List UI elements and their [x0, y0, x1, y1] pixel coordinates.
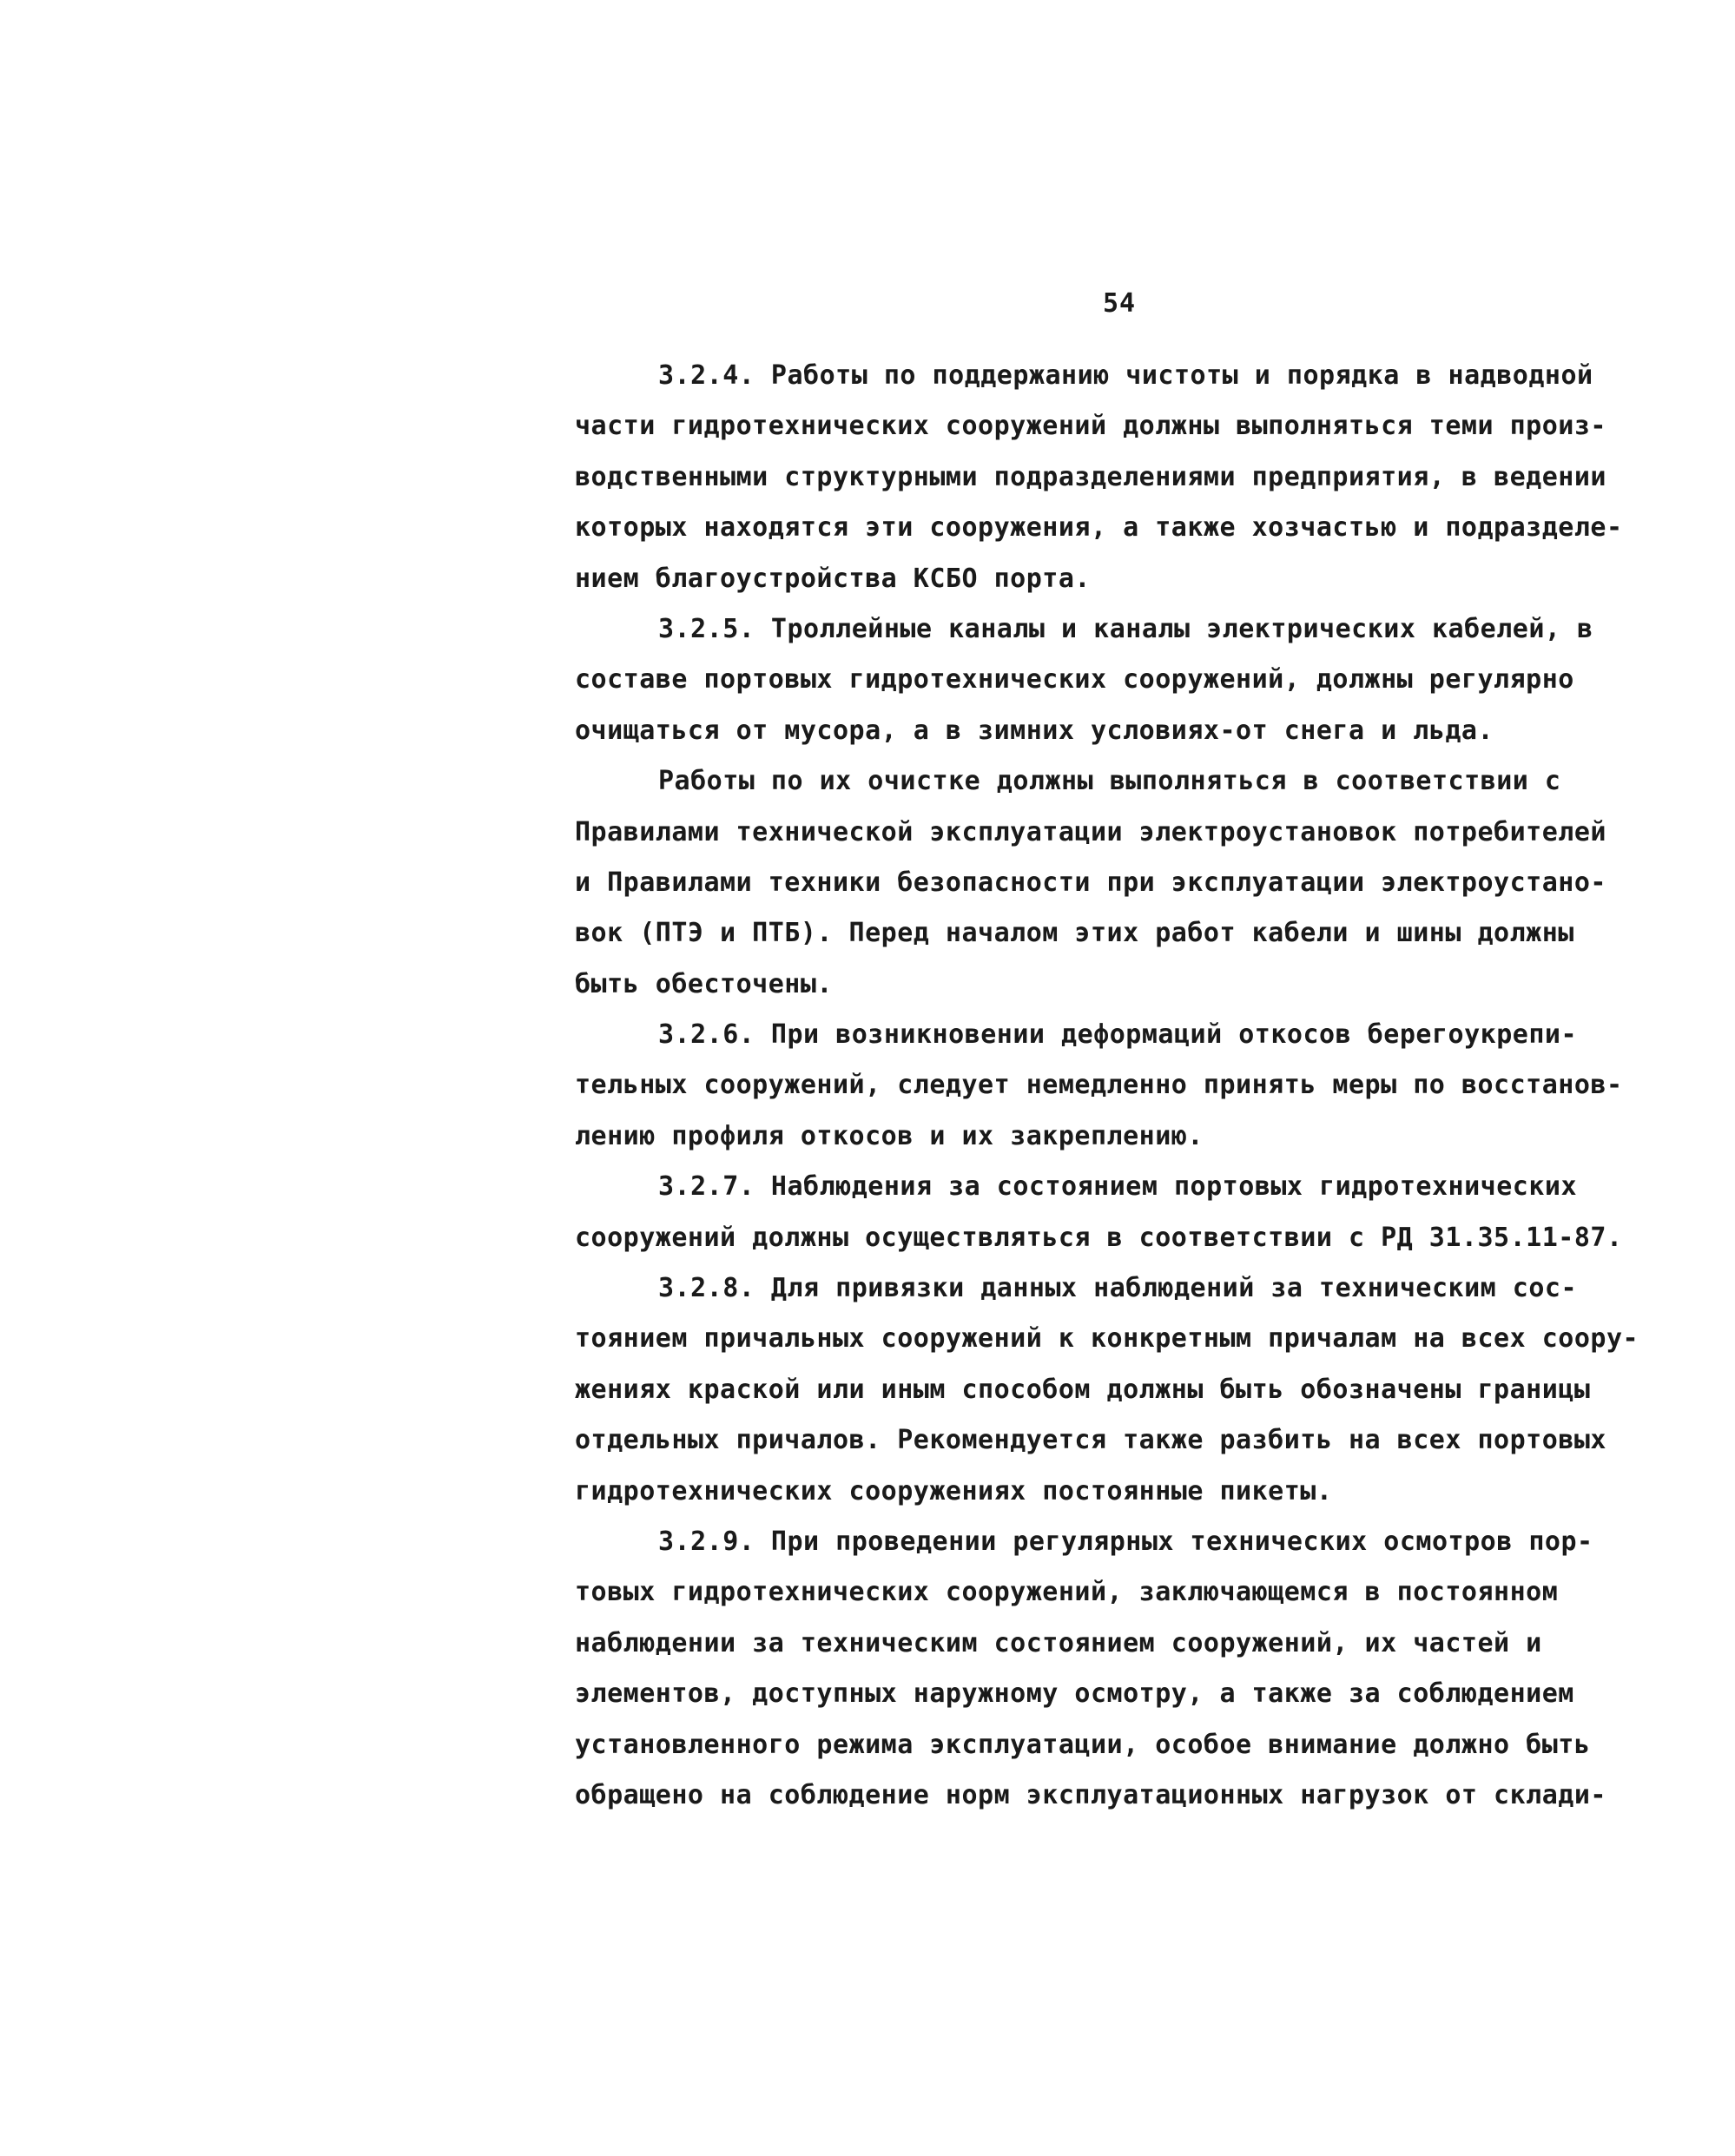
text-line: товых гидротехнических сооружений, заключающемся в постоянном: [575, 1577, 1559, 1608]
text-line: очищаться от мусора, а в зимних условиях-от снега и льда.: [575, 715, 1494, 746]
text-line: наблюдении за техническим состоянием сооружений, их частей и: [575, 1627, 1542, 1658]
page-number: 54: [1103, 288, 1137, 319]
text-line: составе портовых гидротехнических сооружений, должны регулярно: [575, 664, 1574, 696]
text-line: вок (ПТЭ и ПТБ). Перед началом этих работ кабели и шины должны: [575, 918, 1574, 949]
text-line: элементов, доступных наружному осмотру, а также за соблюдением: [575, 1678, 1574, 1710]
text-line: 3.2.7. Наблюдения за состоянием портовых гидротехнических: [658, 1171, 1578, 1203]
text-line: установленного режима эксплуатации, особое внимание должно быть: [575, 1729, 1591, 1760]
text-line: 3.2.5. Троллейные каналы и каналы электрических кабелей, в: [658, 613, 1593, 644]
text-line: нием благоустройства КСБО порта.: [575, 563, 1091, 594]
text-line: и Правилами техники безопасности при эксплуатации электроустано-: [575, 867, 1606, 898]
text-line: которых находятся эти сооружения, а также хозчастью и подразделе-: [575, 512, 1623, 544]
text-line: тоянием причальных сооружений к конкретным причалам на всех соору-: [575, 1323, 1639, 1355]
text-line: Правилами технической эксплуатации электроустановок потребителей: [575, 816, 1606, 847]
text-line: обращено на соблюдение норм эксплуатационных нагрузок от склади-: [575, 1779, 1606, 1810]
text-line: 3.2.4. Работы по поддержанию чистоты и порядка в надводной: [658, 360, 1593, 391]
text-line: быть обесточены.: [575, 968, 833, 999]
text-line: тельных сооружений, следует немедленно принять меры по восстанов-: [575, 1070, 1623, 1101]
text-line: 3.2.8. Для привязки данных наблюдений за техническим сос-: [658, 1273, 1578, 1304]
text-line: водственными структурными подразделениями предприятия, в ведении: [575, 461, 1606, 492]
text-line: жениях краской или иным способом должны быть обозначены границы: [575, 1374, 1591, 1405]
text-line: отдельных причалов. Рекомендуется также разбить на всех портовых: [575, 1425, 1606, 1456]
text-line: гидротехнических сооружениях постоянные пикеты.: [575, 1475, 1333, 1507]
text-line: Работы по их очистке должны выполняться в соответствии с: [658, 766, 1561, 797]
text-line: лению профиля откосов и их закреплению.: [575, 1120, 1204, 1151]
text-line: 3.2.6. При возникновении деформаций откосов берегоукрепи-: [658, 1019, 1578, 1051]
document-body: [575, 351, 1660, 1821]
text-line: части гидротехнических сооружений должны выполняться теми произ-: [575, 411, 1606, 442]
text-line: 3.2.9. При проведении регулярных технических осмотров пор-: [658, 1526, 1593, 1557]
text-line: сооружений должны осуществляться в соответствии с РД 31.35.11-87.: [575, 1222, 1623, 1253]
